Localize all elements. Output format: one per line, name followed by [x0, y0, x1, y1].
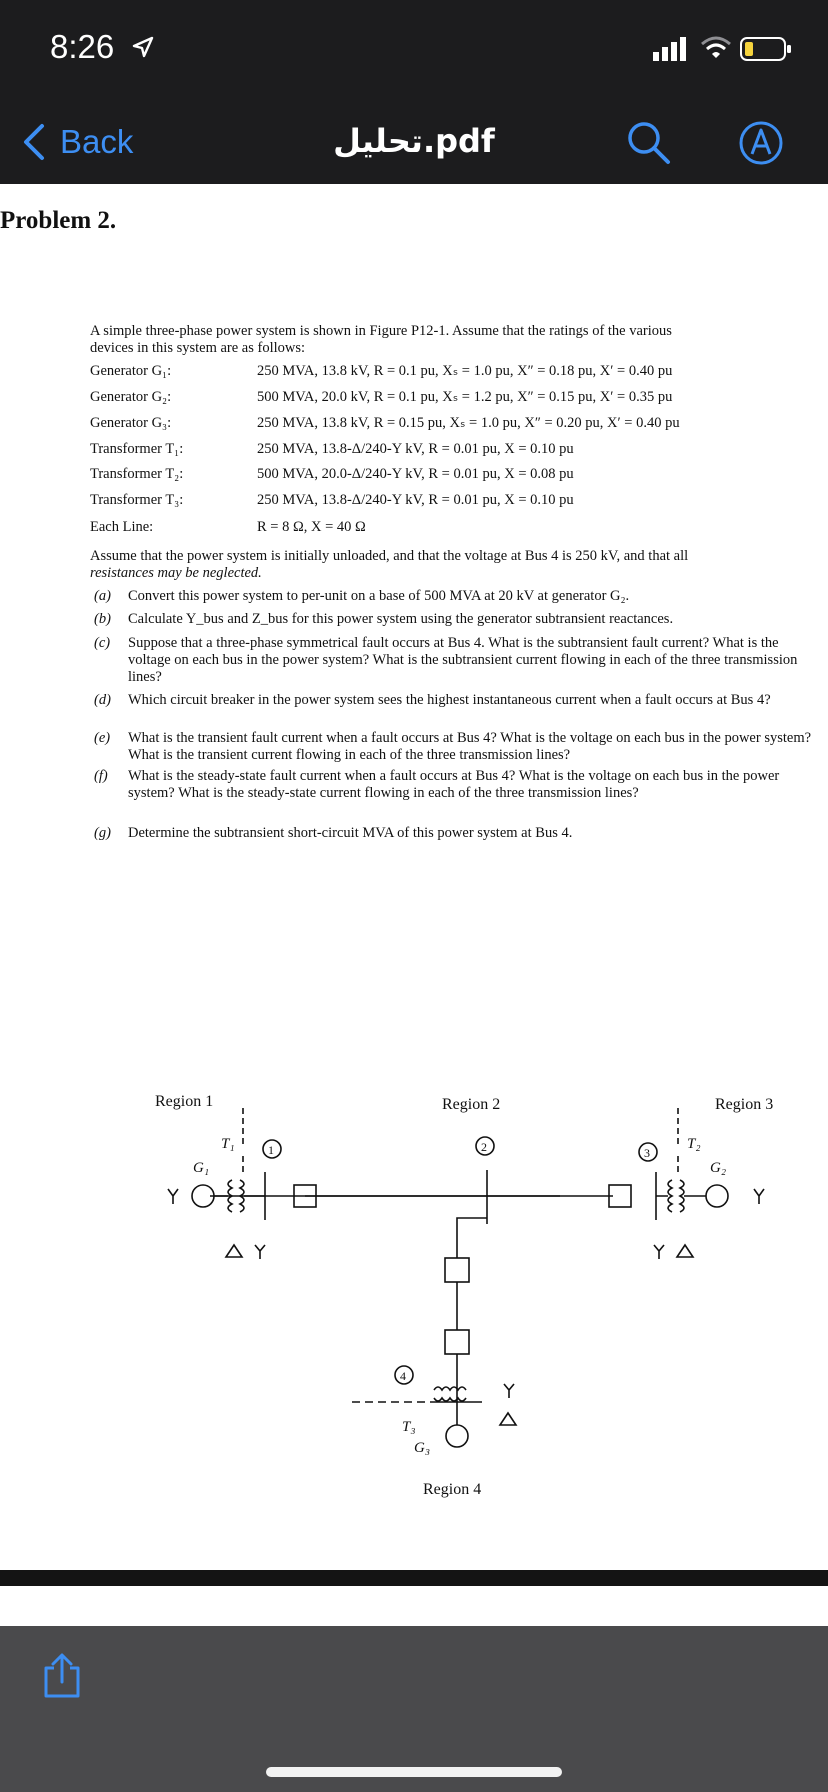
bus-3-number: 3 — [644, 1146, 650, 1160]
location-arrow-icon — [132, 36, 154, 58]
document-page — [0, 184, 828, 1570]
bus-1-number: 1 — [268, 1143, 274, 1157]
region-1-label: Region 1 — [155, 1093, 214, 1110]
question-label: (d) — [94, 692, 111, 708]
region-3-label: Region 3 — [715, 1096, 774, 1113]
wifi-icon — [700, 36, 732, 60]
question-label: (e) — [94, 730, 111, 746]
spec-value: 250 MVA, 13.8-Δ/240-Y kV, R = 0.01 pu, X = 0.10 pu — [257, 441, 574, 457]
g1-label: G₁ — [193, 1160, 210, 1176]
question-text: What is the transient fault current when a fault occurs at Bus 4? What is the voltage on each bus in the power system? What is the transient current flowing in each of the three transmission lines? — [128, 730, 812, 763]
intro-line-2: devices in this system are as follows: — [90, 340, 306, 356]
spec-label: Generator G₃: — [90, 415, 172, 431]
spec-label: Generator G₁: — [90, 363, 172, 379]
page-separator — [0, 1570, 828, 1586]
question-text: What is the steady-state fault current when a fault occurs at Bus 4? What is the voltage on each bus in the power system? What is the steady-state current flowing in each of the three transmission lines? — [128, 768, 780, 801]
t1-label: T₁ — [221, 1136, 235, 1152]
t3-label: T₃ — [402, 1419, 416, 1435]
spec-value: R = 8 Ω, X = 40 Ω — [257, 519, 366, 535]
back-label: Back — [60, 123, 134, 160]
nav-bar — [0, 100, 828, 184]
question-text: Suppose that a three-phase symmetrical fault occurs at Bus 4. What is the subtransient fault current? What is the voltage on each bus in the power system? What is the subtransient current flowing in each of the three transmission lines? — [128, 635, 798, 685]
assume-line-2: resistances may be neglected. — [90, 565, 262, 581]
document-title: تحليل.pdf — [333, 122, 495, 160]
spec-value: 250 MVA, 13.8 kV, R = 0.15 pu, Xₛ = 1.0 pu, X″ = 0.20 pu, X′ = 0.40 pu — [257, 415, 680, 431]
intro-line-1: A simple three-phase power system is shown in Figure P12-1. Assume that the ratings of the various — [90, 323, 672, 339]
question-text: Which circuit breaker in the power system sees the highest instantaneous current when a fault occurs at Bus 4? — [128, 692, 771, 708]
problem-heading: Problem 2. — [0, 207, 117, 234]
question-text: Determine the subtransient short-circuit MVA of this power system at Bus 4. — [128, 825, 573, 841]
question-label: (f) — [94, 768, 108, 784]
spec-label: Transformer T₁: — [90, 441, 184, 457]
power-system-diagram — [0, 884, 828, 1524]
bus-4-number: 4 — [400, 1369, 406, 1383]
spec-value: 250 MVA, 13.8 kV, R = 0.1 pu, Xₛ = 1.0 pu, X″ = 0.18 pu, X′ = 0.40 pu — [257, 363, 673, 379]
status-bar — [0, 0, 828, 100]
question-label: (b) — [94, 611, 111, 627]
region-2-label: Region 2 — [442, 1096, 501, 1113]
question-label: (a) — [94, 588, 111, 604]
spec-label: Generator G₂: — [90, 389, 172, 405]
spec-value: 500 MVA, 20.0-Δ/240-Y kV, R = 0.01 pu, X = 0.08 pu — [257, 466, 574, 482]
g2-label: G₂ — [710, 1160, 727, 1176]
spec-label: Transformer T₃: — [90, 492, 184, 508]
page-gap — [0, 1586, 828, 1626]
region-4-label: Region 4 — [423, 1481, 482, 1498]
status-time: 8:26 — [50, 28, 115, 65]
assume-line-1: Assume that the power system is initially unloaded, and that the voltage at Bus 4 is 250 kV, and that all — [90, 548, 689, 564]
markup-icon[interactable] — [738, 120, 784, 166]
search-icon[interactable] — [626, 120, 672, 166]
question-label: (c) — [94, 635, 111, 651]
spec-value: 250 MVA, 13.8-Δ/240-Y kV, R = 0.01 pu, X = 0.10 pu — [257, 492, 574, 508]
home-indicator — [266, 1767, 562, 1777]
battery-icon — [740, 36, 792, 62]
question-text: Calculate Y_bus and Z_bus for this power system using the generator subtransient reactances. — [128, 611, 674, 627]
cellular-signal-icon — [652, 36, 688, 62]
spec-value: 500 MVA, 20.0 kV, R = 0.1 pu, Xₛ = 1.2 pu, X″ = 0.15 pu, X′ = 0.35 pu — [257, 389, 673, 405]
bus-2-number: 2 — [481, 1140, 487, 1154]
t2-label: T₂ — [687, 1136, 701, 1152]
share-icon[interactable] — [42, 1652, 82, 1700]
question-label: (g) — [94, 825, 111, 841]
spec-label: Transformer T₂: — [90, 466, 184, 482]
question-text: Convert this power system to per-unit on a base of 500 MVA at 20 kV at generator G₂. — [128, 588, 630, 604]
spec-label: Each Line: — [90, 519, 154, 535]
g3-label: G₃ — [414, 1440, 431, 1456]
